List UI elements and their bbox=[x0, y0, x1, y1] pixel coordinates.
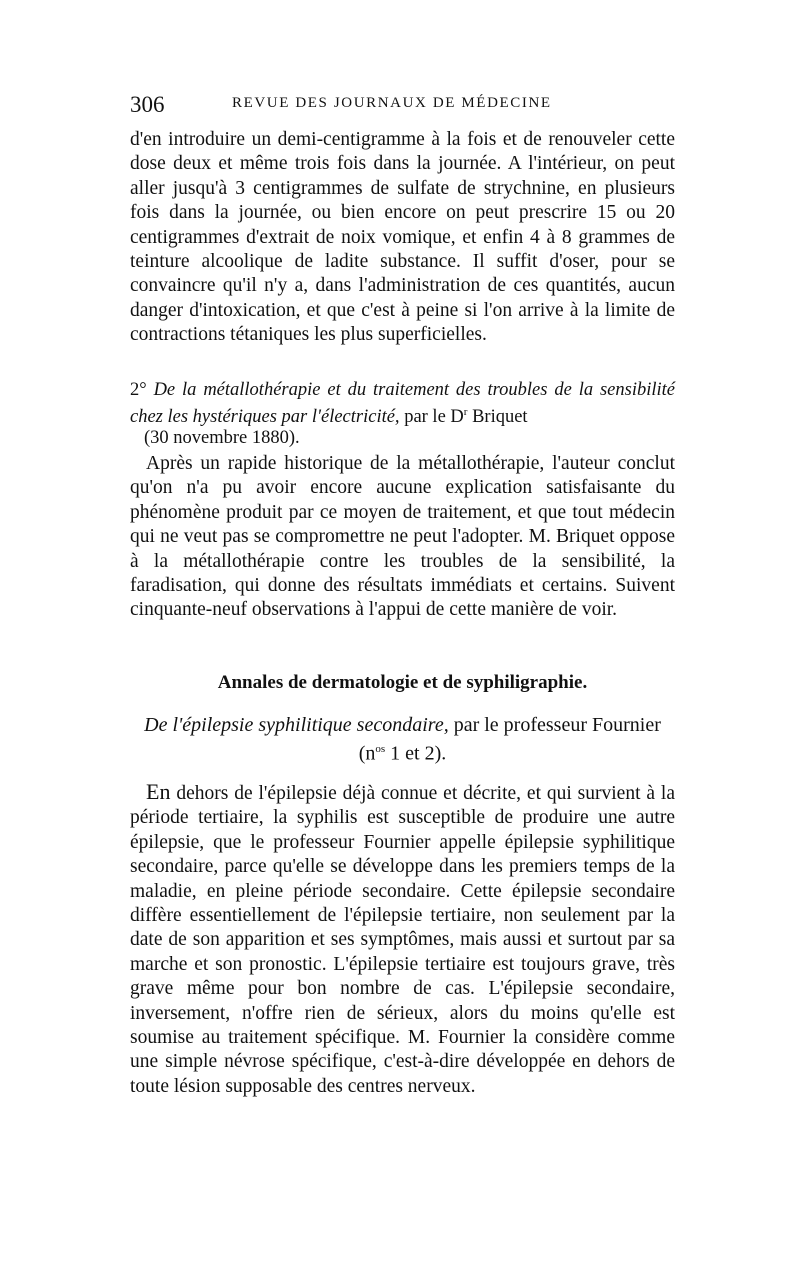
item-number: 2° bbox=[130, 380, 147, 400]
paragraph-text: d'en introduire un demi-centigramme à la fois et de renouveler cette dose deux et même trois fois dans la journée. A l'intérieur, on peut aller jusqu'à 3 centigrammes de sulfate de strychnine, en plusieurs fois dans la journée, ou bien encore on peut prescrire 15 ou 20 centigrammes d'extrait de noix vomique, et enfin 4 à 8 grammes de teinture alcoolique de ladite substance. Il suffit d'oser, pour se convaincre qu'il n'y a, dans l'administration de ces quantités, aucun danger d'intoxication, et que c'est à peine si l'on arrive à la limite de contractions tétaniques les plus superficielles. bbox=[130, 129, 675, 346]
paragraph-text bbox=[130, 780, 675, 1099]
item-author-sup: r bbox=[463, 405, 468, 418]
paragraph-strychnine bbox=[130, 128, 675, 348]
item-author-prefix: par le D bbox=[404, 406, 464, 427]
article-title bbox=[130, 713, 675, 766]
page-number: 306 bbox=[130, 92, 165, 117]
article-issue-rest: 1 et 2). bbox=[385, 742, 447, 765]
article-issue-sup: os bbox=[375, 743, 386, 755]
running-title: REVUE DES JOURNAUX DE MÉDECINE bbox=[232, 95, 552, 111]
dropcap: En bbox=[146, 779, 171, 804]
item-title: De la métallothérapie et du traitement des troubles de la sensibilité chez les hystériques par l'électricité, bbox=[130, 380, 676, 427]
page-header bbox=[130, 92, 675, 118]
paragraph-text: Après un rapide historique de la métallothérapie, l'auteur conclut qu'on n'a pu avoir encore aucune explication satisfaisante du phénomène produit par ce moyen de traitement, et que tout médecin qui ne veut pas se compromettre ne peut l'adopter. M. Briquet oppose à la métallothérapie contre les troubles de la sensibilité, la faradisation, qui donne des résultats immédiats et certains. Suivent cinquante-neuf observations à l'appui de cette manière de voir. bbox=[130, 453, 675, 621]
item-date: (30 novembre 1880). bbox=[144, 428, 300, 449]
article-title-text: De l'épilepsie syphilitique secondaire, bbox=[144, 714, 449, 736]
item-author-name: Briquet bbox=[472, 406, 528, 427]
section-heading: Annales de dermatologie et de syphiligraphie. bbox=[217, 672, 588, 693]
numbered-item-2 bbox=[130, 380, 675, 450]
paragraph-body: dehors de l'épilepsie déjà connue et décrite, et qui survient à la période tertiaire, la syphilis est susceptible de produire une autre épilepsie, que le professeur Fournier appelle épilepsie syphilitique secondaire, parce qu'elle se développe dans les premiers temps de la maladie, en pleine période secondaire. Cette épilepsie secondaire diffère essentiellement de l'épilepsie tertiaire, non seulement par la date de son apparition et ses symptômes, mais aussi et surtout par sa marche et son pronostic. L'épilepsie tertiaire est toujours grave, très grave même pour bon nombre de cas. L'épilepsie secondaire, inversement, n'offre rien de sérieux, alors du moins qu'elle est soumise au traitement spécifique. M. Fournier la considère comme une simple névrose spécifique, c'est-à-dire développée en dehors de toute lésion supposable des centres nerveux. bbox=[130, 783, 675, 1097]
paragraph-epilepsie bbox=[130, 780, 675, 1099]
paragraph-metallotherapie bbox=[130, 452, 675, 623]
article-issue-prefix: (n bbox=[358, 742, 376, 765]
article-author: par le professeur Fournier bbox=[453, 714, 661, 736]
